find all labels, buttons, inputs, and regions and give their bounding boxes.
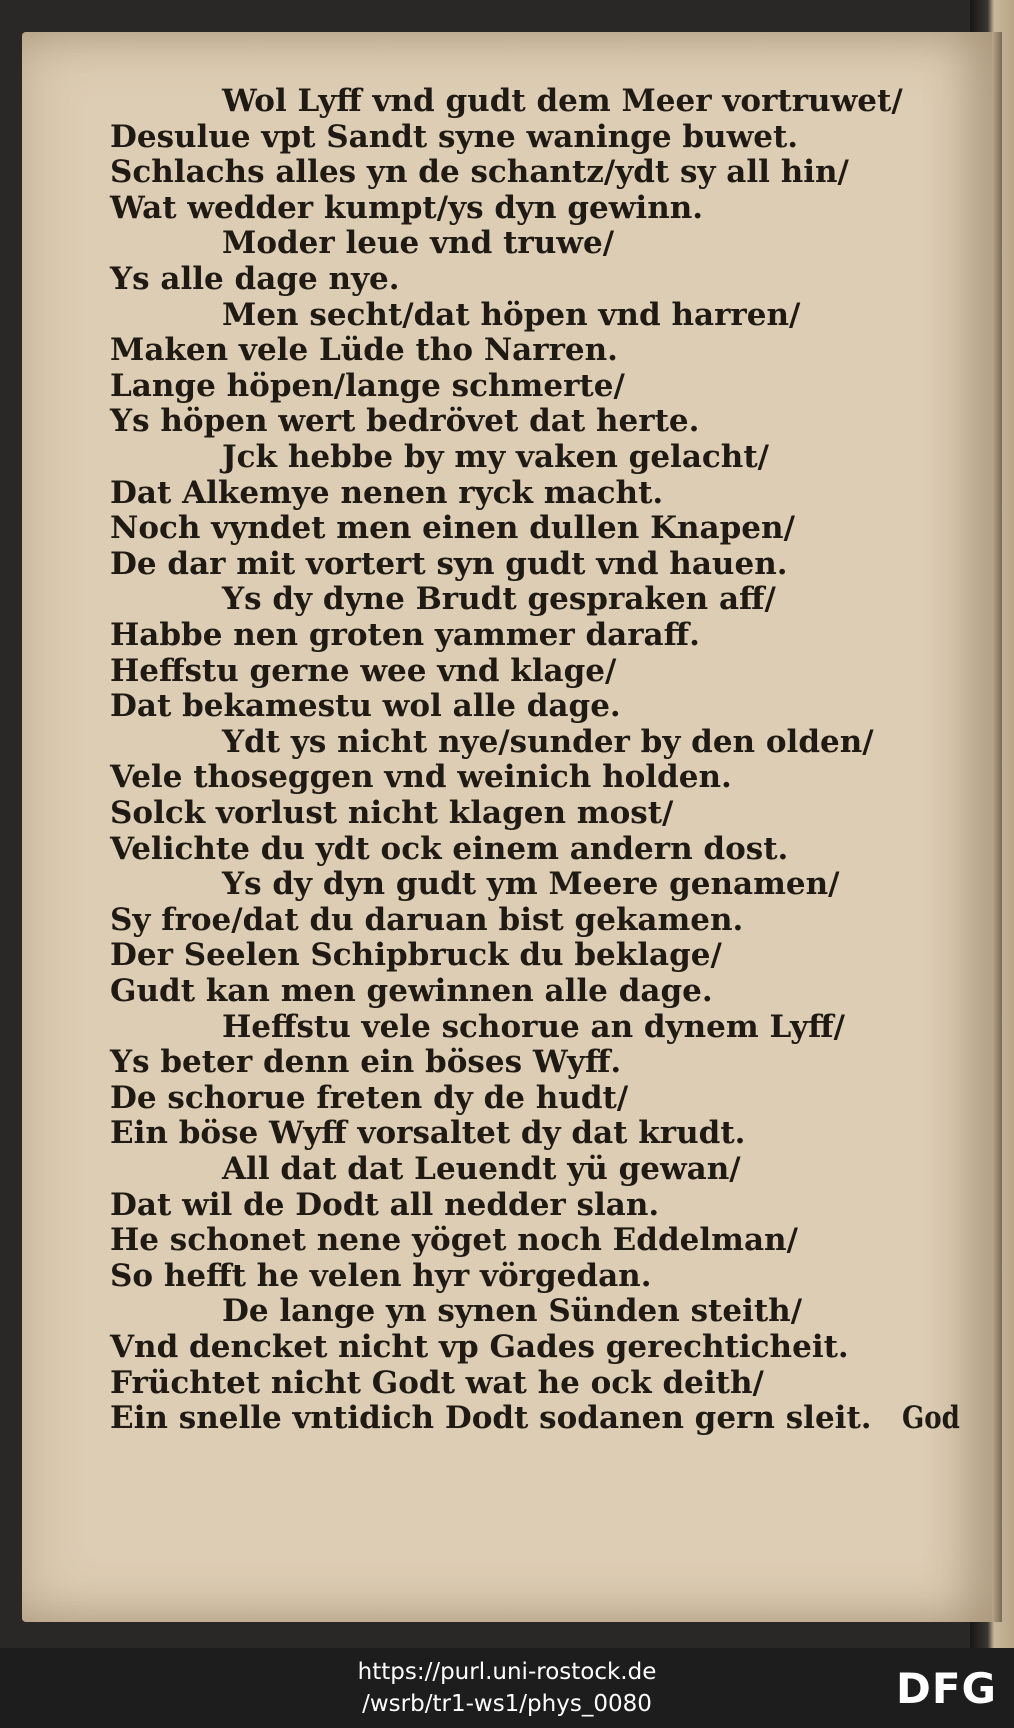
text-line: Maken vele Lüde tho Narren. bbox=[110, 332, 618, 369]
text-line: Habbe nen groten yammer daraff. bbox=[110, 617, 700, 653]
text-line: Ys dy dyne Brudt gespraken aff/ bbox=[222, 581, 776, 618]
text-line: De dar mit vortert syn gudt vnd hauen. bbox=[110, 545, 788, 582]
text-line: Heffstu gerne wee vnd klage/ bbox=[110, 652, 617, 689]
permalink[interactable] bbox=[0, 1656, 1014, 1720]
text-line: Ys alle dage nye. bbox=[110, 261, 400, 297]
text-line: Früchtet nicht Godt wat he ock deith/ bbox=[110, 1364, 764, 1401]
text-line: Der Seelen Schipbruck du beklage/ bbox=[110, 937, 722, 974]
text-line: Dat Alkemye nenen ryck macht. bbox=[110, 474, 664, 511]
viewer-footer bbox=[0, 1648, 1014, 1728]
text-line: Sy froe/dat du daruan bist gekamen. bbox=[110, 901, 744, 938]
text-line: All dat dat Leuendt yü gewan/ bbox=[222, 1151, 741, 1187]
text-line: Heffstu vele schorue an dynem Lyff/ bbox=[222, 1008, 845, 1045]
text-line: He schonet nene yöget noch Eddelman/ bbox=[110, 1222, 798, 1259]
text-line: Men secht/dat höpen vnd harren/ bbox=[222, 296, 801, 333]
text-line: Wol Lyff vnd gudt dem Meer vortruwet/ bbox=[222, 83, 903, 119]
text-line: Ys beter denn ein böses Wyff. bbox=[110, 1044, 622, 1081]
text-line: Dat wil de Dodt all nedder slan. bbox=[110, 1186, 660, 1223]
text-line: Desulue vpt Sandt syne waninge buwet. bbox=[110, 118, 799, 155]
text-line: Solck vorlust nicht klagen most/ bbox=[110, 795, 674, 831]
text-line: Lange höpen/lange schmerte/ bbox=[110, 367, 625, 404]
text-line: De lange yn synen Sünden steith/ bbox=[222, 1293, 803, 1330]
text-line: Gudt kan men gewinnen alle dage. bbox=[110, 973, 713, 1009]
text-line: Ydt ys nicht nye/sunder by den olden/ bbox=[222, 723, 874, 760]
text-line: Ys höpen wert bedrövet dat herte. bbox=[110, 403, 700, 440]
text-line: Schlachs alles yn de schantz/ydt sy all hin/ bbox=[110, 154, 849, 191]
text-line: Ein böse Wyff vorsaltet dy dat krudt. bbox=[110, 1115, 746, 1152]
text-line: Wat wedder kumpt/ys dyn gewinn. bbox=[110, 189, 704, 226]
text-line: Ys dy dyn gudt ym Meere genamen/ bbox=[222, 866, 840, 903]
permalink-line-2[interactable]: /wsrb/tr1-ws1/phys_0080 bbox=[362, 1691, 652, 1717]
dfg-logo: DFG bbox=[896, 1664, 998, 1713]
text-line: Noch vyndet men einen dullen Knapen/ bbox=[110, 510, 795, 547]
text-line: Jck hebbe by my vaken gelacht/ bbox=[222, 439, 769, 475]
permalink-line-1[interactable]: https://purl.uni-rostock.de bbox=[357, 1659, 657, 1685]
catchword: God bbox=[902, 1400, 960, 1437]
text-line: Dat bekamestu wol alle dage. bbox=[110, 688, 621, 725]
text-line: De schorue freten dy de hudt/ bbox=[110, 1079, 629, 1116]
text-line: So hefft he velen hyr vörgedan. bbox=[110, 1257, 652, 1294]
text-line: Moder leue vnd truwe/ bbox=[222, 225, 615, 262]
text-line: Velichte du ydt ock einem andern dost. bbox=[110, 830, 789, 867]
text-line: Vele thoseggen vnd weinich holden. bbox=[110, 759, 732, 796]
text-line: Vnd dencket nicht vp Gades gerechticheit. bbox=[110, 1329, 849, 1365]
text-line: Ein snelle vntidich Dodt sodanen gern sleit. bbox=[110, 1400, 872, 1437]
book-page bbox=[22, 32, 994, 1622]
